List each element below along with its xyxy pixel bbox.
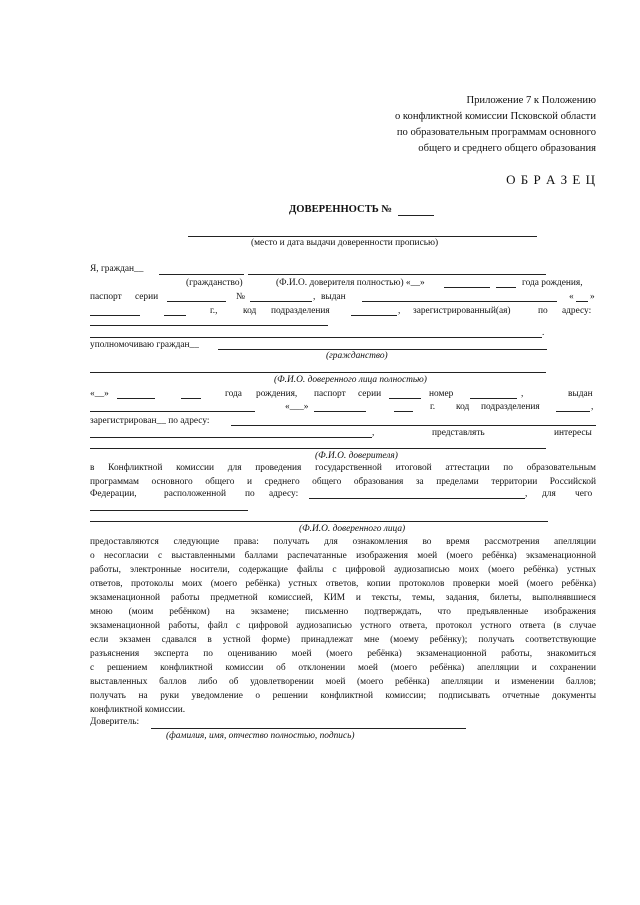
year-word: года <box>225 389 242 399</box>
which-word: чего <box>575 489 593 499</box>
trustee-number-blank <box>470 398 517 399</box>
commission-address-blank-2 <box>90 510 248 511</box>
birth-word: рождения, <box>256 389 298 399</box>
para2-line-10: с решением конфликтной комиссии об отклонении моей (моего ребёнка) апелляции и сохранении <box>90 663 596 673</box>
birth-year-label: года рождения, <box>522 278 583 288</box>
appendix-line-3: по образовательным программам основного <box>396 127 596 138</box>
trustee-birth-year-blank <box>181 398 201 399</box>
trustee-caption: (Ф.И.О. доверенного лица) <box>299 524 406 534</box>
interests-word: интересы <box>554 428 592 438</box>
para2-line-2: о несогласии с выставленными баллами распечатанные изображения моей (моего ребёнка) экзаменационной <box>90 551 596 561</box>
series-word: серии <box>358 389 382 399</box>
trustee-issue-year-blank <box>394 411 413 412</box>
period: . <box>542 328 545 338</box>
address-blank-2 <box>90 337 542 338</box>
citizenship-blank <box>159 274 244 275</box>
trustee-registered-label: зарегистрирован__ по адресу: <box>90 416 210 426</box>
signature-caption: (фамилия, имя, отчество полностью, подпись) <box>166 731 355 741</box>
signature-blank <box>151 728 466 729</box>
trustee-address-blank-2 <box>90 437 372 438</box>
citizenship-caption-2: (гражданство) <box>326 351 388 361</box>
trustee-fio-caption: (Ф.И.О. доверенного лица полностью) <box>274 375 427 385</box>
i-citizen-label: Я, граждан__ <box>90 264 144 274</box>
para2-line-7: экзаменационной работы, файл с цифровой аудиозаписью устного ответа, протокол устного ответа (в случае <box>90 621 596 631</box>
comma-4: , <box>591 402 594 412</box>
para1-line-2: программам основного общего и среднего общего образования за пределами территории Российской <box>90 477 596 487</box>
para1-line-1: в Конфликтной комиссии для проведения государственной итоговой аттестации по образовательным <box>90 463 596 473</box>
birth-day-quote: «__» <box>90 389 109 399</box>
at-word: по <box>245 489 255 499</box>
doc-number-blank <box>398 215 434 216</box>
quote-open: « <box>569 292 574 302</box>
trustor-label: Доверитель: <box>90 717 140 727</box>
passport-label: паспорт <box>90 292 122 302</box>
para2-line-6: мною (моим ребёнком) на экзамене; письменно подтверждать, что предъявленные изображения <box>90 607 596 617</box>
trustor-fio-caption-2: (Ф.И.О. доверителя) <box>315 451 398 461</box>
para2-line-4: ответов, протоколы моих (моего ребёнка) устных ответов, копии протоколов проверки моей (моего ребёнка) <box>90 579 596 589</box>
sample-mark: О Б Р А З Е Ц <box>506 172 596 187</box>
subdivision-code-blank <box>351 315 397 316</box>
code-label: код <box>243 306 257 316</box>
comma-3: , <box>521 389 524 399</box>
para2-line-5: экзаменационной работы предметной комиссией, КИМ и тексты, темы, задания, билеты, выполнявшиеся <box>90 593 596 603</box>
series-label: серии <box>135 292 159 302</box>
trustee-birth-month-blank <box>117 398 155 399</box>
trustor-fio-blank <box>248 274 546 275</box>
subdivision-word: подразделения <box>481 402 540 412</box>
for-word: для <box>542 489 556 499</box>
trustee-citizenship-blank <box>218 349 547 350</box>
passport-series-blank <box>167 301 226 302</box>
subdivision-label: подразделения <box>271 306 330 316</box>
registered-label: зарегистрированный(ая) <box>413 306 511 316</box>
comma: , <box>313 292 316 302</box>
appendix-line-2: о конфликтной комиссии Псковской области <box>394 111 596 122</box>
year-abbr: г., <box>210 306 218 316</box>
doc-title: ДОВЕРЕННОСТЬ № <box>289 204 393 215</box>
address-word: адресу: <box>269 489 299 499</box>
para2-line-13: конфликтной комиссии. <box>90 705 186 715</box>
passport-word: паспорт <box>314 389 346 399</box>
para2-line-12: получать на руки уведомление о решении конфликтной комиссии; подписывать отчетные документы <box>90 691 596 701</box>
issued-word: выдан <box>568 389 593 399</box>
number-word: номер <box>429 389 454 399</box>
trustor-fio-blank-2 <box>90 448 546 449</box>
trustee-series-blank <box>389 398 421 399</box>
issue-day-blank <box>576 301 588 302</box>
birth-month-blank <box>444 287 490 288</box>
comma-6: , <box>525 489 528 499</box>
trustee-name-blank <box>90 521 548 522</box>
para2-line-1: предоставляются следующие права: получать для ознакомления во время рассмотрения апелляции <box>90 537 596 547</box>
federation-word: Федерации, <box>90 489 137 499</box>
commission-address-blank <box>309 498 525 499</box>
code-word: код <box>456 402 470 412</box>
address-label: адресу: <box>562 306 592 316</box>
appendix-line-4: общего и среднего общего образования <box>418 143 596 154</box>
para2-line-3: работы, электронные носители, содержащие файлы с цифровой аудиозаписью моих (моего ребёнка) устных <box>90 565 596 575</box>
comma-5: , <box>372 428 375 438</box>
birth-year-blank <box>496 287 516 288</box>
issued-label: выдан <box>321 292 346 302</box>
quote-close: » <box>590 292 595 302</box>
located-word: расположенной <box>164 489 226 499</box>
trustee-issued-by-blank <box>90 411 255 412</box>
trustee-address-blank-1 <box>231 425 596 426</box>
authorize-label: уполномочиваю граждан__ <box>90 340 199 350</box>
place-date-blank <box>188 236 537 237</box>
comma-2: , <box>398 306 401 316</box>
represent-word: представлять <box>432 428 485 438</box>
trustor-fio-caption: (Ф.И.О. доверителя полностью) «__» <box>276 278 425 288</box>
place-date-caption: (место и дата выдачи доверенности прописью) <box>251 238 439 248</box>
at-label: по <box>538 306 548 316</box>
para2-line-9: разъяснения эксперта по оцениванию моей (моего ребёнка) экзаменационной работы, знакомиться <box>90 649 596 659</box>
trustee-fio-blank <box>90 372 546 373</box>
para2-line-11: выставленных баллов либо об удовлетворении моей (моего ребёнка) апелляции и изменении баллов; <box>90 677 596 687</box>
passport-number-blank <box>250 301 312 302</box>
trustee-issue-month-blank <box>314 411 366 412</box>
number-sign: № <box>236 292 245 302</box>
trustee-code-blank <box>556 411 590 412</box>
issue-year-blank <box>164 315 186 316</box>
issued-by-blank <box>362 301 557 302</box>
citizenship-caption: (гражданство) <box>186 278 243 288</box>
issue-month-blank <box>90 315 140 316</box>
address-blank-1 <box>90 325 328 326</box>
year-abbr-2: г. <box>430 402 436 412</box>
issue-day-quote: «___» <box>285 402 309 412</box>
appendix-line-1: Приложение 7 к Положению <box>466 95 596 106</box>
para2-line-8: если экзамен сдавался в устной форме) принадлежат мне (моему ребёнку); получать соответствующие <box>90 635 596 645</box>
